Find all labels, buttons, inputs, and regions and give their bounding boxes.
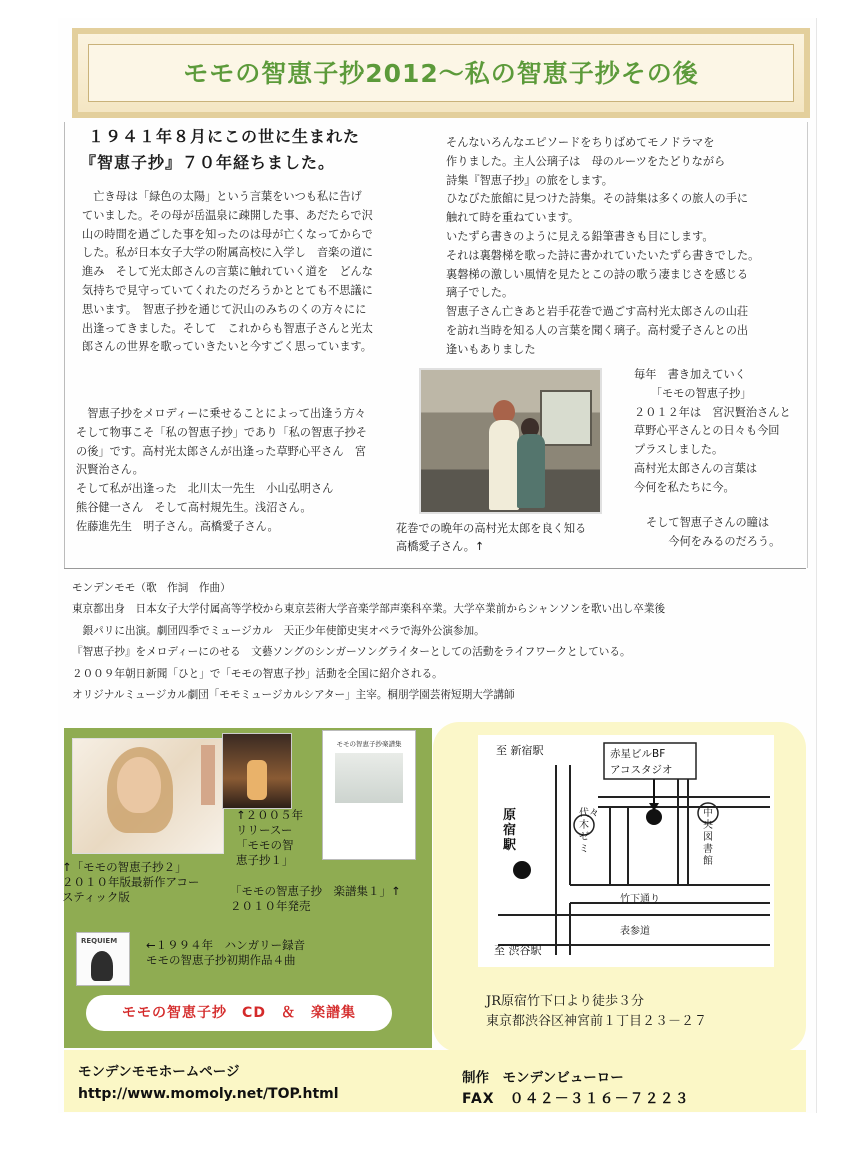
- label-takeshita-street: 竹下通り: [620, 894, 660, 905]
- photo-takahashi-aiko: [419, 368, 602, 514]
- title-banner: [72, 28, 810, 118]
- cd2-release-note: ↑２００５年 リリースー 「モモの智 恵子抄１」: [236, 808, 304, 867]
- page-title: モモの智恵子抄2012～私の智恵子抄その後: [183, 59, 699, 88]
- label-venue-building: 赤星ビルBF: [610, 748, 666, 760]
- cd-cover-requiem: [76, 932, 130, 986]
- photo-caption: 花巻での晩年の高村光太郎を良く知る 高橋愛子さん。↑: [396, 522, 587, 553]
- cd4-caption: ←１９９４年 ハンガリー録音 モモの智恵子抄初期作品４曲: [146, 938, 306, 967]
- side-note: 毎年 書き加えていく 「モモの智恵子抄」 ２０１２年は 宮沢賢治さんと 草野心平さんとの日々も今回 プラスしました。 高村光太郎さんの言葉は 今何を私たちに今。: [634, 368, 791, 494]
- label-to-shibuya: 至 渋谷駅: [494, 944, 542, 957]
- homepage-url[interactable]: http://www.momoly.net/TOP.html: [78, 1086, 339, 1102]
- requiem-logo: REQUIEM: [81, 937, 118, 945]
- closing-note: そして智恵子さんの瞳は 今何をみるのだろう。: [646, 516, 781, 548]
- homepage-label: モンデンモモホームページ: [78, 1064, 240, 1080]
- products-banner: モモの智恵子抄 CD ＆ 楽譜集: [86, 995, 392, 1031]
- producer-name: 制作 モンデンビューロー: [462, 1070, 624, 1086]
- fax-number: FAX ０４２－３１６－７２２３: [462, 1091, 690, 1107]
- section-divider: [64, 568, 806, 569]
- label-venue-studio: アコスタジオ: [610, 764, 673, 776]
- cd-cover-momo-1: [222, 733, 292, 809]
- songbook-cover: [322, 730, 416, 860]
- label-harajuku-station: 原宿駅: [503, 808, 517, 853]
- intro-paragraph-1: 亡き母は「緑色の太陽」という言葉をいつも私に告げ ていました。その母が岳温泉に疎開した事、あだたらで沢 山の時間を過ごした事を知ったのは母が亡くなってからで した。私が日本女子大学の附属高校に入学し 音楽の道に 進み そして光太郎さんの言葉に触れていく道を どんな 気持ちで見守っていてくれたのだろうかととても不思議に 思います。 智恵子抄を通じて沢山のみちのくの方々にに 出逢ってきました。そして これからも智恵子さんと光太 郎さんの世界を歌っていきたいと今すごく思っています。: [82, 190, 373, 354]
- story-paragraph: そんないろんなエピソードをちりばめてモノドラマを 作りました。主人公璃子は 母のルーツをたどりながら 詩集『智恵子抄』の旅をします。 ひなびた旅館に見つけた詩集。その詩集は多くの旅人の手に 触れて時を重ねています。 いたずら書きのように見える鉛筆書きも目にします。 それは裏磐梯を歌った詩に書かれていたいたずら書きでした。 裏磐梯の激しい風情を見たとこの詩の歌う凄まじさを感じる 璃子でした。 智恵子さん亡きあと岩手花巻で過ごす高村光太郎さんの山荘 を訪れ当時を知る人の言葉を聞く璃子。高村愛子さんとの出 逢いもありました: [446, 136, 760, 356]
- songbook-title: モモの智恵子抄楽譜集: [336, 740, 402, 748]
- artist-bio: モンデンモモ（歌 作詞 作曲） 東京都出身 日本女子大学付属高等学校から東京芸術大学音楽学部声楽科卒業。大学卒業前からシャンソンを歌い出し卒業後 銀パリに出演。劇団四季でミュージカル 天正少年使節史実オペラで海外公演参加。 『智恵子抄』をメロディーにのせる 文藝ソングのシンガーソングライターとしての活動をライフワークとしている。 ２００９年朝日新聞「ひと」で「モモの智恵子抄」活動を全国に紹介される。 オリジナルミュージカル劇団「モモミュージカルシアター」主宰。桐朋学園芸術短期大学講師: [72, 582, 666, 702]
- label-central-library: 中央図書館: [703, 808, 713, 867]
- intro-paragraph-2: 智恵子抄をメロディーに乗せることによって出逢う方々 そして物事こそ「私の智恵子抄」であり「私の智恵子抄そ の後」です。高村光太郎さんが出逢った草野心平さん 宮 沢賢治さん。 そして私が出逢った 北川太一先生 小山弘明さん 熊谷健一さん そして高村規先生。浅沼さん。 佐藤進先生 明子さん。高橋愛子さん。: [76, 407, 367, 533]
- headline-line1: １９４１年８月にこの世に生まれた: [88, 127, 361, 146]
- headline-line2: 『智恵子抄』７０年経ちました。: [80, 153, 336, 172]
- venue-address: JR原宿竹下口より徒歩３分 東京都渋谷区神宮前１丁目２３－２７: [486, 994, 708, 1029]
- cd-cover-momo-2: [72, 738, 224, 854]
- label-to-shinjuku: 至 新宿駅: [496, 744, 544, 757]
- label-omotesando: 表参道: [620, 926, 650, 937]
- cd1-caption: ↑「モモの智恵子抄２」 ２０１０年版最新作アコー スティック版: [62, 860, 200, 904]
- label-yoyogi-zemi: 代々木ゼミ: [579, 808, 599, 855]
- songbook-caption: 「モモの智恵子抄 楽譜集１」↑ ２０１０年発売: [230, 884, 401, 913]
